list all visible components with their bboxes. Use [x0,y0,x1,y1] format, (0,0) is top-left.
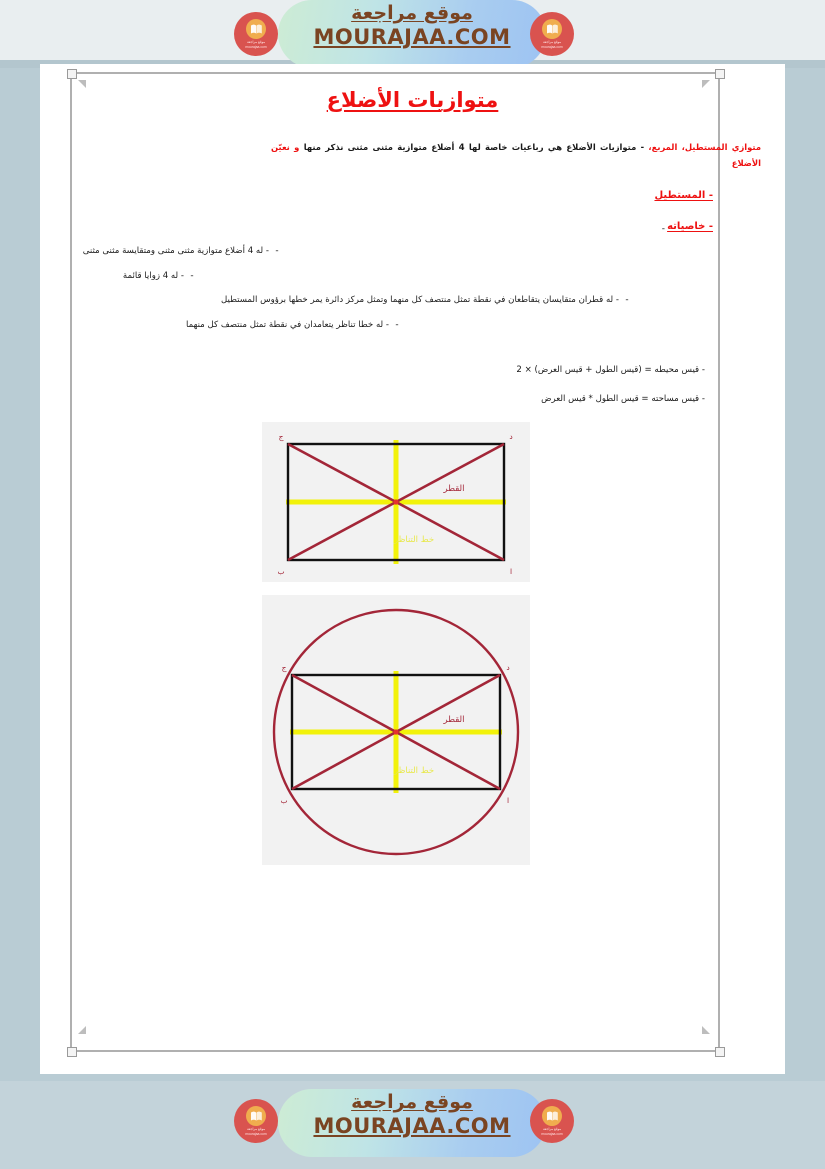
vertex-label-bottom-right: ا [509,567,513,576]
logo-caption-url-left: mourajaa.com [245,1131,267,1136]
intro-keyword-rectangle: المستطيل، [681,142,728,152]
vertex-label-top-left: ج [278,432,284,441]
book-icon [542,19,562,39]
banner-text-block-top [278,4,546,48]
book-icon [246,1106,266,1126]
center-point [393,729,398,734]
center-point [393,499,398,504]
label-diagonal: القطر [443,484,465,494]
bullet-text: - له 4 زوايا قائمة [122,270,184,281]
subheading-rectangle: - المستطيل [654,190,713,201]
bullet-marker: - [395,320,399,331]
vertex-label-top-right: د [506,663,510,672]
logo-caption-url-right: mourajaa.com [541,44,563,49]
vertex-label-top-left: ج [281,663,287,672]
list-item [40,320,405,331]
label-symmetry-axis: خط التناظر [393,535,435,545]
site-logo-right [530,1099,574,1143]
properties-dash-marker: - [661,224,665,234]
book-icon [542,1106,562,1126]
vertex-label-bottom-right: ا [506,796,510,805]
bottom-branding-banner [0,1081,825,1169]
list-item [40,271,200,282]
intro-keyword-square: المربع، [648,142,678,152]
book-icon [246,19,266,39]
banner-arabic-title-bottom: موقع مراجعة [351,1091,473,1113]
properties-list [40,246,785,345]
logo-caption-ar-right: موقع مراجعة [542,1127,562,1132]
page-title: متوازيات الأضلاع [326,88,499,112]
bullet-marker: - [275,246,279,256]
logo-caption-ar-right: موقع مراجعة [542,40,562,45]
formula-perimeter: - قيس محيطه = (قيس الطول + قيس العرض) × 2 [516,365,705,375]
banner-text-block-bottom [278,1093,546,1137]
figure-rectangle-diagram [262,422,530,582]
banner-site-url-top[interactable]: MOURAJAA.COM [313,24,511,49]
site-logo-right [530,12,574,56]
vertex-label-bottom-left: ب [280,796,288,805]
list-item [40,246,285,257]
bullet-text: - له 4 أضلاع متوازية مثنى مثنى ومتقايسة مثنى مثنى [82,246,269,256]
site-logo-left [234,1099,278,1143]
label-diagonal: القطر [443,715,465,725]
bullet-text: - له قطران متقايسان يتقاطعان في نقطة تمثل منتصف كل منهما وتمثل مركز دائرة يمر خطها برؤوس المستطيل [221,295,619,306]
banner-site-url-bottom[interactable]: MOURAJAA.COM [313,1113,511,1138]
formula-area: - قيس مساحته = قيس الطول * قيس العرض [541,394,705,404]
bullet-text: - له خطا تناظر يتعامدان في نقطة تمثل منتصف كل منهما [186,320,389,331]
label-symmetry-axis: خط التناظر [393,766,435,776]
vertex-label-bottom-left: ب [277,567,285,576]
intro-keyword-sides: و نعيّن الأضلاع [271,142,761,168]
intro-paragraph [271,140,761,172]
bullet-marker: - [190,270,194,281]
logo-caption-ar-left: موقع مراجعة [246,40,266,45]
document-page [40,64,785,1074]
intro-body-text: - متوازيات الأضلاع هي رباعيات خاصة لها 4 أضلاع متوازية مثنى مثنى نذكر منها [303,142,645,152]
logo-caption-url-right: mourajaa.com [541,1131,563,1136]
document-content [40,64,785,1074]
list-item [40,295,635,306]
vertex-label-top-right: د [509,432,513,441]
logo-caption-url-left: mourajaa.com [245,44,267,49]
figure-rectangle-in-circle-diagram [262,595,530,865]
top-branding-banner [0,0,825,68]
logo-caption-ar-left: موقع مراجعة [246,1127,266,1132]
banner-arabic-title-top: موقع مراجعة [351,2,473,24]
bullet-marker: - [625,295,629,306]
intro-keyword-parallelogram: متوازي [731,142,762,152]
site-logo-left [234,12,278,56]
subheading-properties: - خاصياته [667,221,713,232]
